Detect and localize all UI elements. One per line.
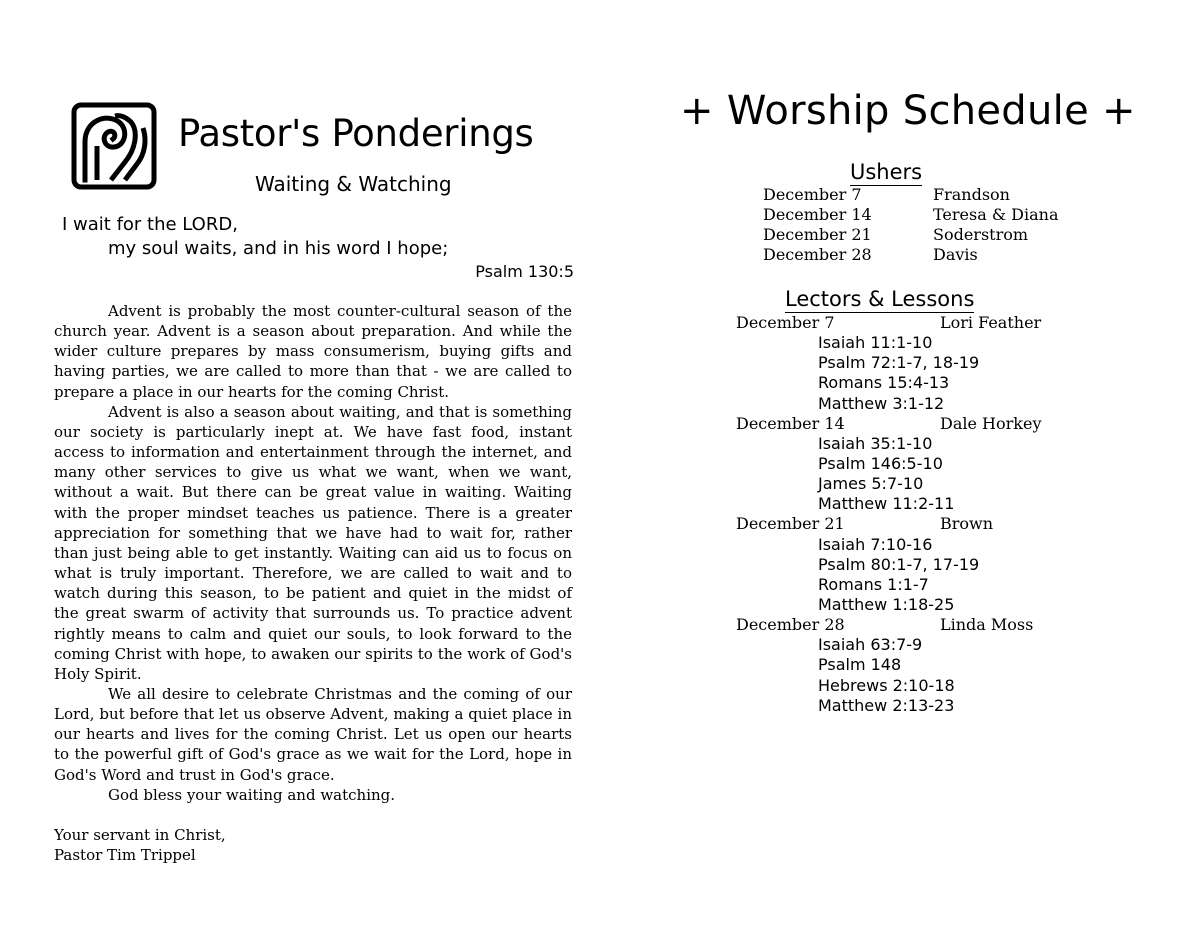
lesson-item: Psalm 146:5-10: [818, 453, 943, 473]
lesson-item: Isaiah 63:7-9: [818, 635, 923, 655]
usher-date: December 14: [763, 205, 872, 224]
lesson-item: Romans 1:1-7: [818, 574, 929, 594]
signoff-closing: Your servant in Christ,: [54, 826, 226, 844]
usher-name: Davis: [933, 245, 978, 264]
lector-row: [736, 514, 1136, 534]
lesson-item: Isaiah 35:1-10: [818, 433, 933, 453]
lectors-list: [736, 313, 1136, 716]
lector-date: December 7: [736, 313, 835, 332]
ushers-heading: Ushers: [850, 160, 923, 184]
article-subtitle: Waiting & Watching: [255, 172, 452, 196]
lector-name: Brown: [940, 514, 994, 534]
signoff: [54, 825, 226, 865]
lector-date: December 28: [736, 615, 845, 635]
lector-name: Linda Moss: [940, 615, 1034, 635]
article-body: [54, 301, 572, 805]
lector-date: December 14: [736, 413, 845, 433]
lesson-item: Isaiah 11:1-10: [818, 333, 933, 353]
usher-date: December 28: [763, 245, 872, 264]
usher-name: Soderstrom: [933, 225, 1029, 244]
lesson-item: Psalm 80:1-7, 17-19: [818, 554, 980, 574]
lector-row: [736, 414, 1136, 434]
lesson-item: Matthew 1:18-25: [818, 594, 955, 614]
verse-line-2: my soul waits, and in his word I hope;: [108, 238, 449, 259]
paragraph: We all desire to celebrate Christmas and the coming of our Lord, but before that let us observe Advent, making a quiet place in our hearts and lives for the coming Christ. Let us open our hearts to the powerful gift of God's grace as we wait for the Lord, hope in God's Word and trust in God's grace.: [54, 684, 572, 784]
spiral-logo-icon: [71, 102, 157, 190]
lesson-item: Matthew 3:1-12: [818, 393, 945, 413]
lector-row: [736, 615, 1136, 635]
lesson-item: Hebrews 2:10-18: [818, 675, 955, 695]
lector-name: Dale Horkey: [940, 413, 1042, 433]
usher-name: Teresa & Diana: [933, 205, 1059, 224]
lesson-item: James 5:7-10: [818, 474, 924, 494]
lector-name: Lori Feather: [940, 313, 1042, 332]
verse-reference: Psalm 130:5: [475, 262, 574, 281]
lesson-item: Isaiah 7:10-16: [818, 534, 933, 554]
lesson-item: Matthew 2:13-23: [818, 695, 955, 715]
paragraph: God bless your waiting and watching.: [108, 785, 396, 804]
lesson-item: Romans 15:4-13: [818, 373, 950, 393]
paragraph: Advent is also a season about waiting, and that is something our society is particularly inept at. We have fast food, instant access to information and entertainment through the internet, and many other services to give us what we want, when we want, without a wait. But there can be great value in waiting. Waiting with the proper mindset teaches us patience. There is a greater appreciation for something that we have had to wait for, rather than just being able to get instantly. Waiting can aid us to focus on what is truly important. Therefore, we are called to wait and to watch during this season, to be patient and quiet in the midst of the great swarm of activity that surrounds us. To practice advent rightly means to calm and quiet our souls, to look forward to the coming Christ with hope, to awaken our spirits to the work of God's Holy Spirit.: [54, 402, 572, 683]
page-title: Pastor's Ponderings: [178, 112, 534, 155]
usher-name: Frandson: [933, 185, 1010, 204]
worship-schedule-page: [600, 0, 1200, 927]
schedule-title: + Worship Schedule +: [680, 88, 1136, 134]
lesson-item: Psalm 148: [818, 655, 902, 675]
lector-date: December 21: [736, 514, 845, 534]
lectors-heading: Lectors & Lessons: [785, 287, 975, 311]
lector-row: [736, 313, 1136, 333]
lesson-item: Matthew 11:2-11: [818, 494, 955, 514]
usher-date: December 7: [763, 185, 862, 204]
verse-line-1: I wait for the LORD,: [62, 214, 238, 235]
lesson-item: Psalm 72:1-7, 18-19: [818, 353, 980, 373]
signoff-signature: Pastor Tim Trippel: [54, 846, 196, 864]
usher-date: December 21: [763, 225, 872, 244]
paragraph: Advent is probably the most counter-cultural season of the church year. Advent is a season about preparation. And while the wider culture prepares by mass consumerism, buying gifts and having parties, we are called to more than that - we are called to prepare a place in our hearts for the coming Christ.: [54, 302, 572, 401]
scripture-verse: [62, 213, 574, 283]
